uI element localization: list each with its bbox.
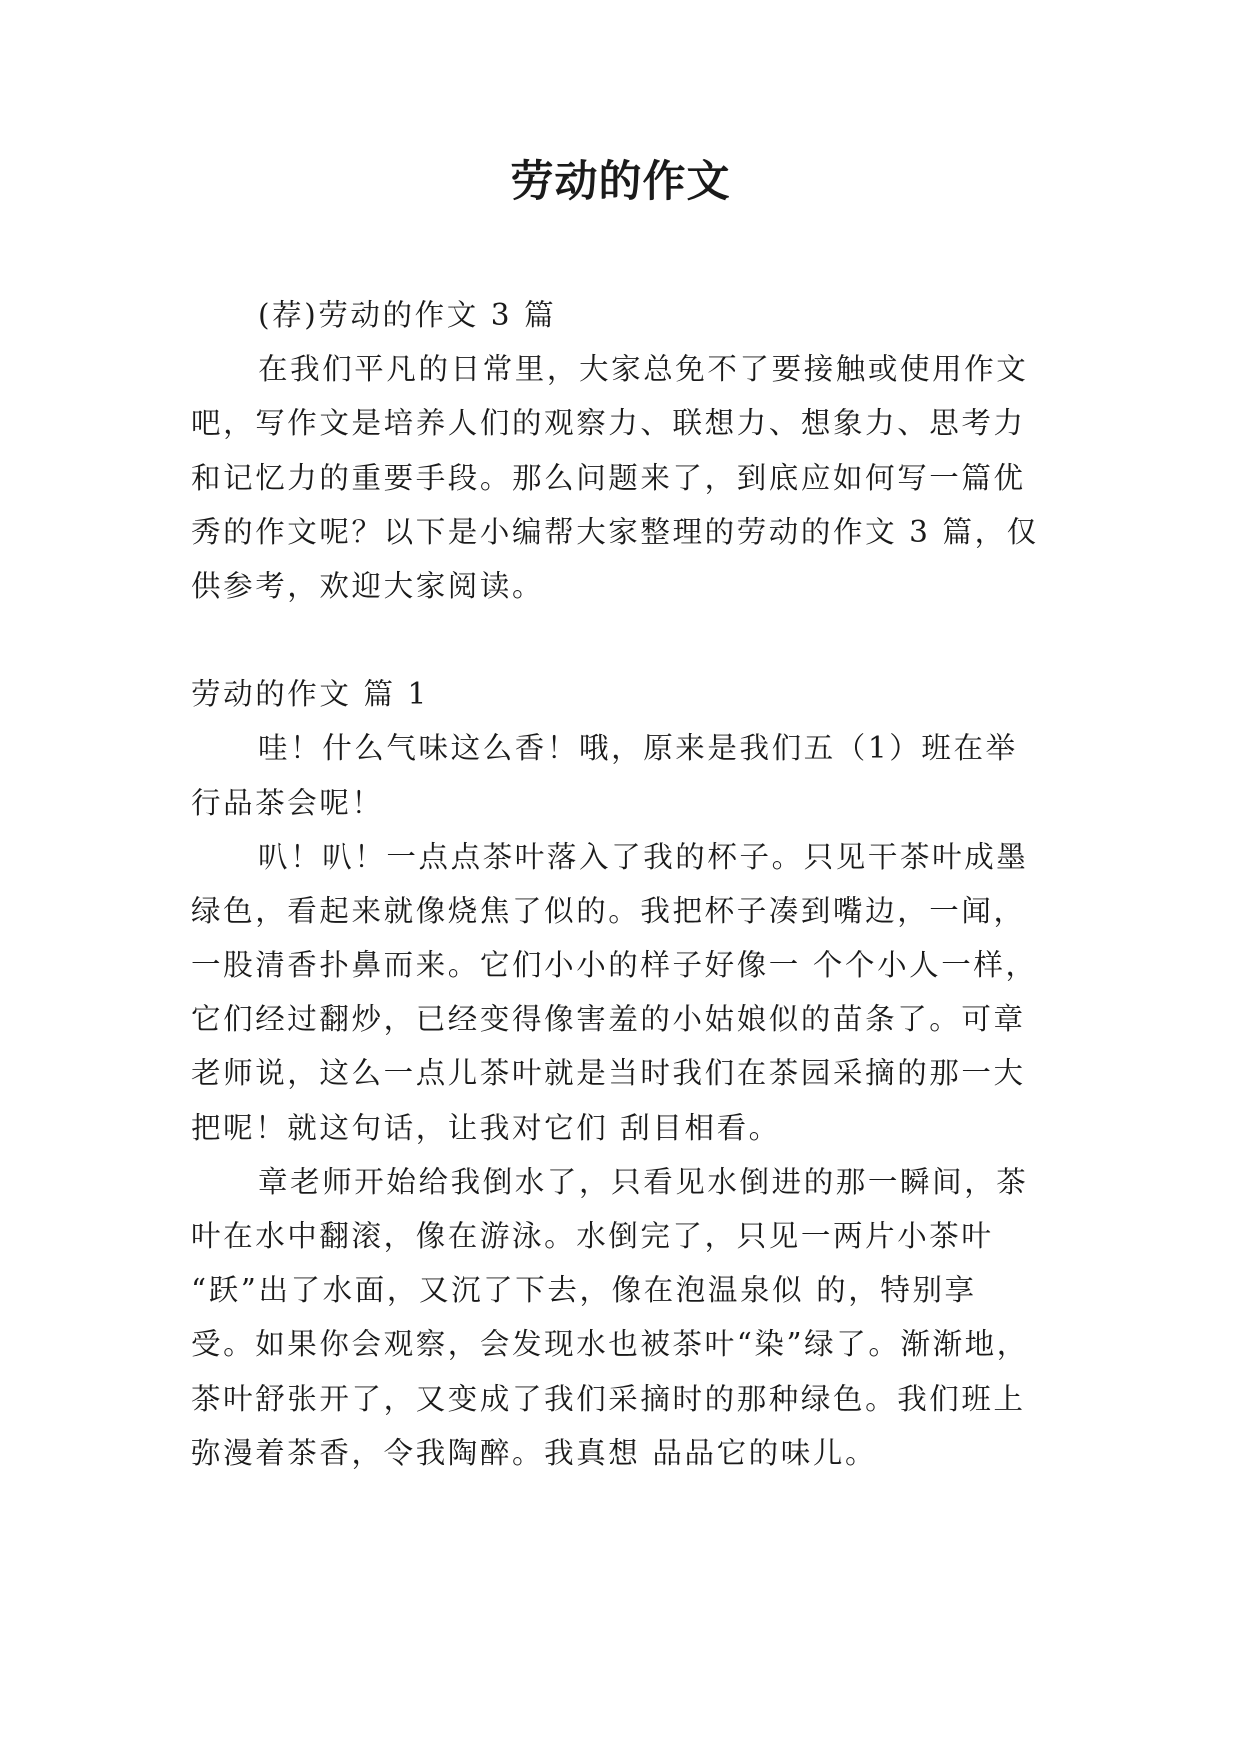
intro-line: 供参考，欢迎大家阅读。 — [191, 568, 545, 603]
paragraph-line: “跃”出了水面，又沉了下去，像在泡温泉似 的，特别享 — [191, 1273, 977, 1308]
paragraph-line: 一股清香扑鼻而来。它们小小的样子好像一 个个小人一样， — [191, 948, 1038, 983]
intro-line: 秀的作文呢？以下是小编帮大家整理的劳动的作文 3 篇，仅 — [191, 514, 1039, 549]
paragraph-line: 它们经过翻炒，已经变得像害羞的小姑娘似的苗条了。可章 — [191, 1002, 1026, 1037]
section-heading: 劳动的作文 篇 1 — [191, 677, 429, 712]
paragraph-line: 绿色，看起来就像烧焦了似的。我把杯子凑到嘴边，一闻， — [191, 893, 1026, 928]
paragraph-line: 哇！什么气味这么香！哦，原来是我们五（1）班在举 — [258, 731, 1018, 766]
paragraph-line: 老师说，这么一点儿茶叶就是当时我们在茶园采摘的那一大 — [191, 1056, 1026, 1091]
section1-paragraph-3 — [191, 1155, 1071, 1480]
paragraph-line: 行品茶会呢！ — [191, 785, 384, 820]
paragraph-line: 受。如果你会观察，会发现水也被茶叶“染”绿了。渐渐地， — [191, 1327, 1029, 1362]
paragraph-line: 茶叶舒张开了，又变成了我们采摘时的那种绿色。我们班上 — [191, 1381, 1026, 1416]
paragraph-line: 弥漫着茶香，令我陶醉。我真想 品品它的味儿。 — [191, 1435, 878, 1470]
section1-paragraph-2 — [191, 830, 1071, 1155]
paragraph-line: 叭！叭！一点点茶叶落入了我的杯子。只见干茶叶成墨 — [258, 839, 1029, 874]
paragraph-line: 章老师开始给我倒水了，只看见水倒进的那一瞬间，茶 — [258, 1164, 1029, 1199]
intro-subtitle: (荐)劳动的作文 3 篇 — [258, 298, 557, 332]
intro-line: 和记忆力的重要手段。那么问题来了，到底应如何写一篇优 — [191, 460, 1026, 495]
intro-paragraph — [191, 342, 1071, 613]
intro-line: 吧，写作文是培养人们的观察力、联想力、想象力、思考力 — [191, 406, 1026, 441]
document-body — [191, 288, 1071, 1480]
paragraph-line: 把呢！就这句话，让我对它们 刮目相看。 — [191, 1110, 781, 1145]
document-title: 劳动的作文 — [510, 157, 731, 207]
section1-paragraph-1 — [191, 721, 1071, 829]
section-spacer — [191, 613, 1071, 667]
intro-line: 在我们平凡的日常里，大家总免不了要接触或使用作文 — [258, 352, 1029, 387]
paragraph-line: 叶在水中翻滚，像在游泳。水倒完了，只见一两片小茶叶 — [191, 1219, 994, 1253]
